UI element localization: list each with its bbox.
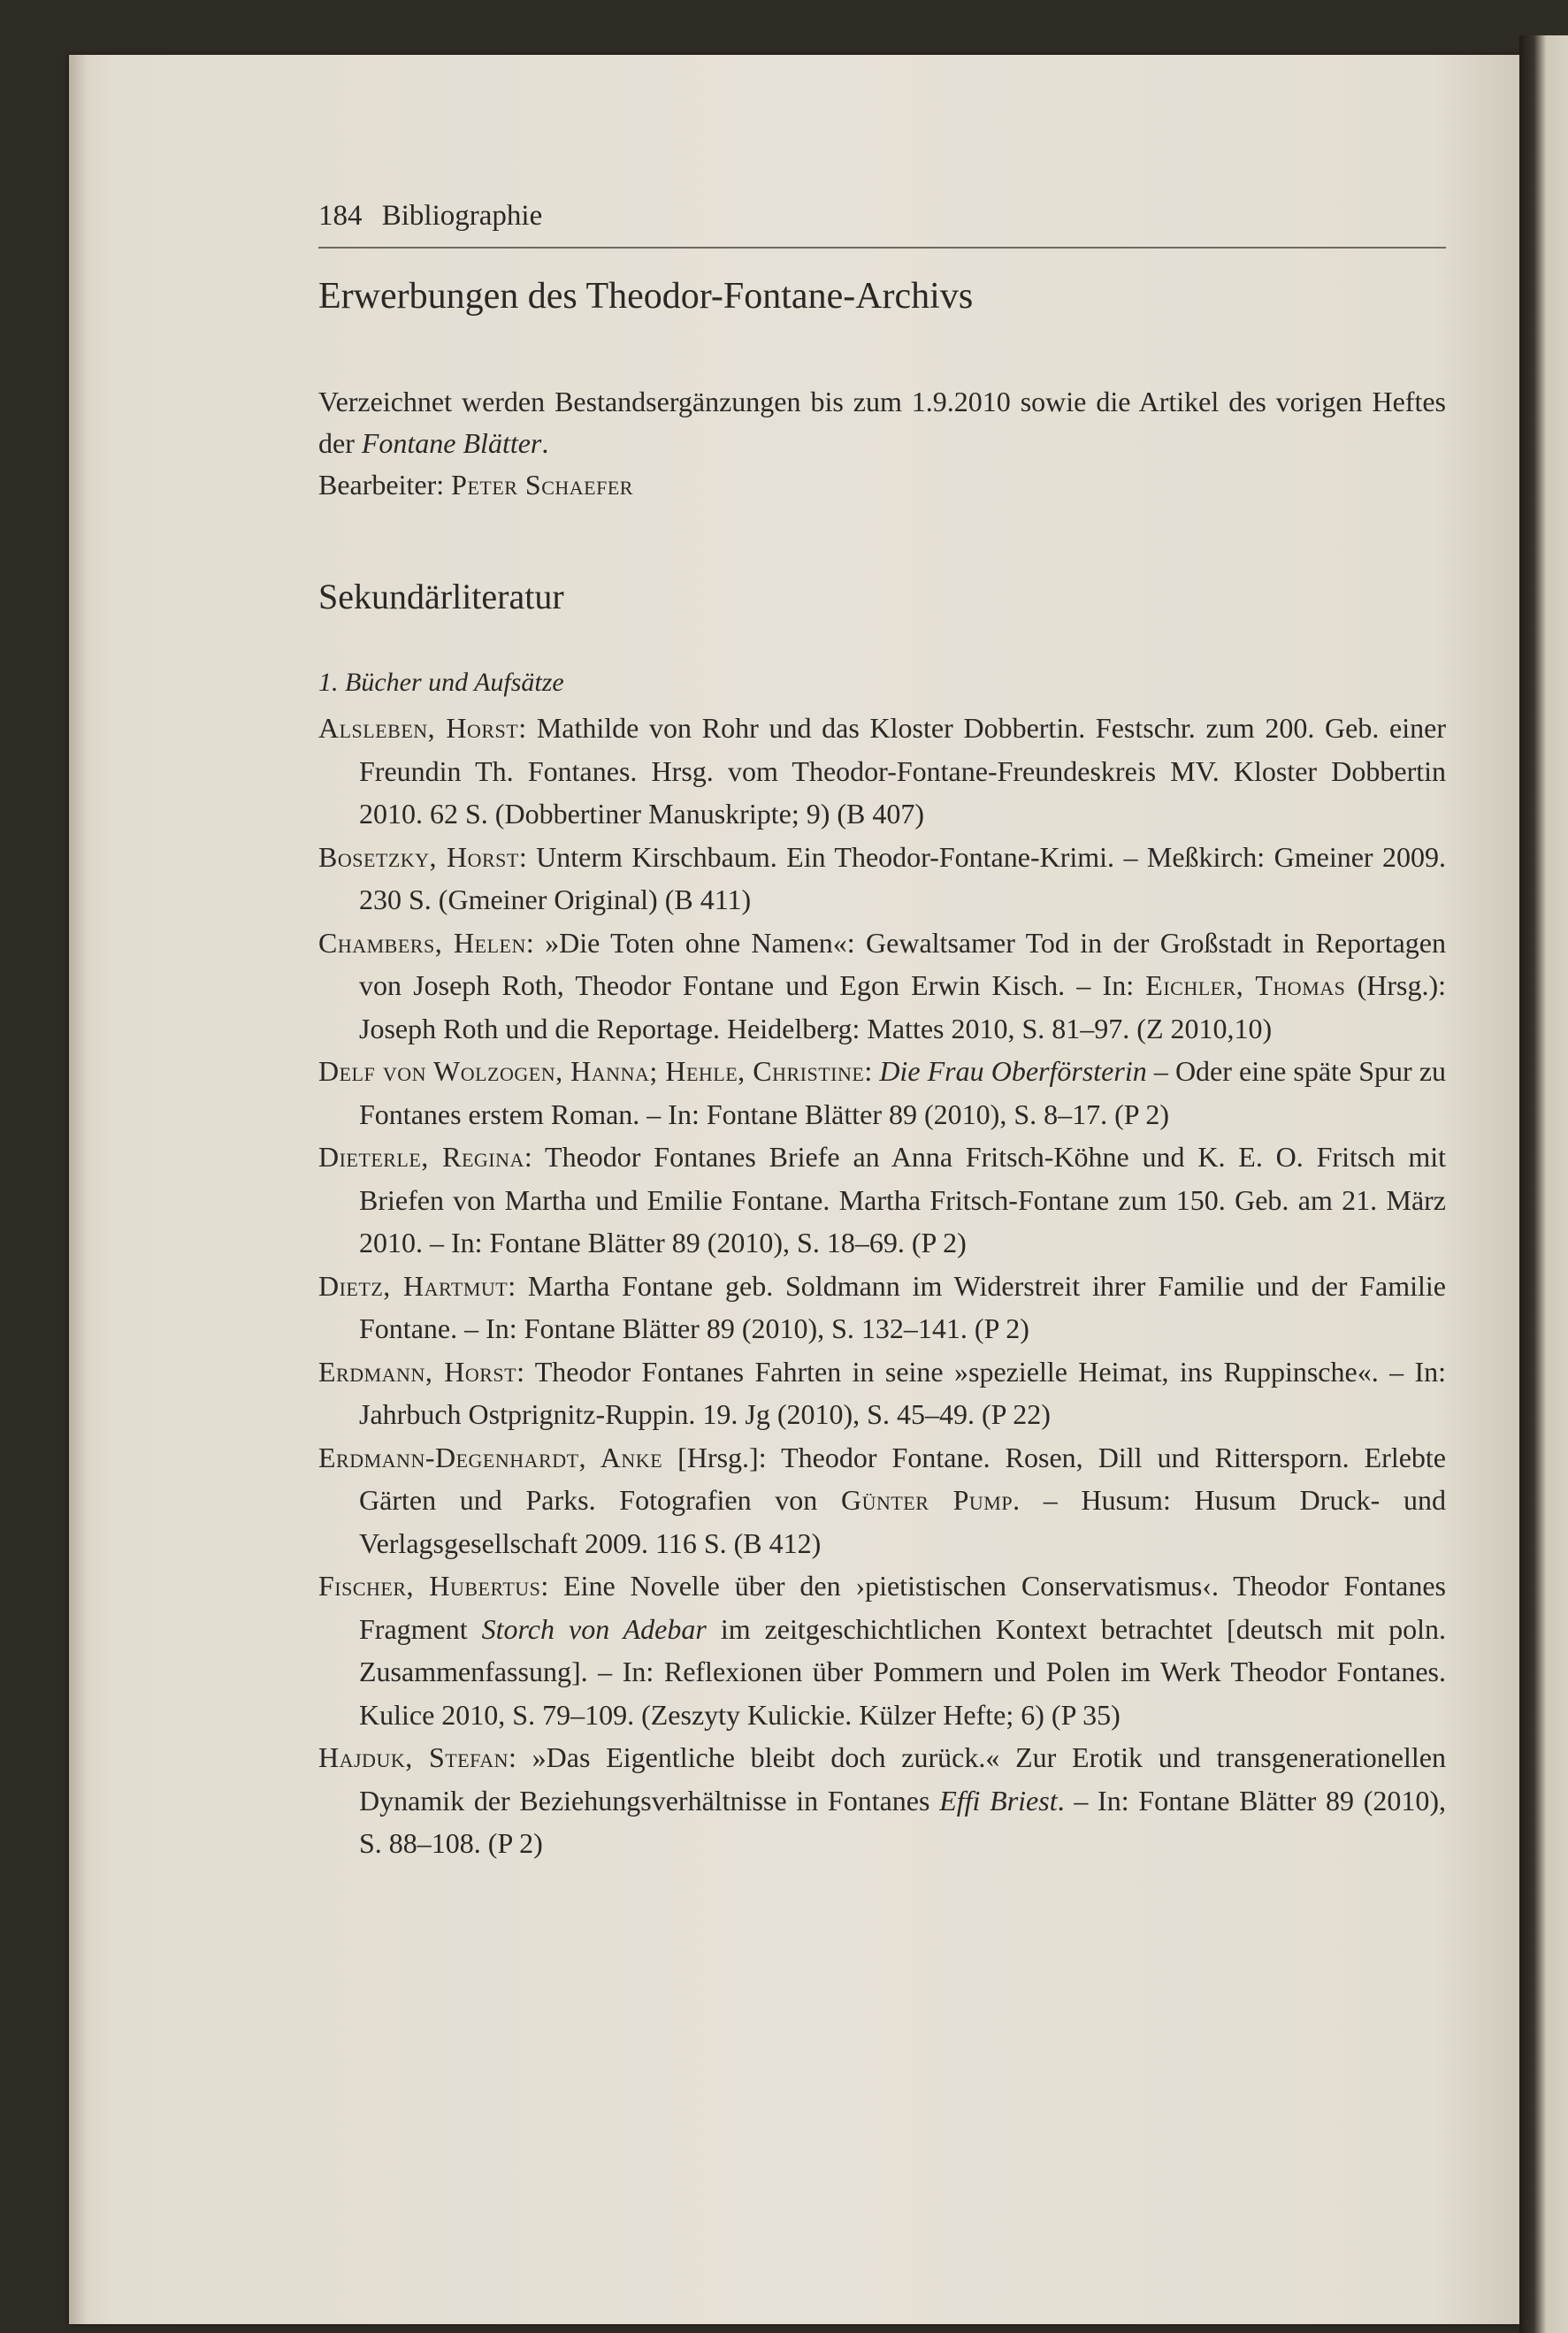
editor-name: Peter Schaefer bbox=[451, 469, 633, 501]
entry-text: : Mathilde von Rohr und das Kloster Dobbertin. Festschr. zum 200. Geb. einer Freundin Th. Fontanes. Hrsg. vom Theodor-Fontane-Freundeskreis MV. Kloster Dobbertin 2010. 62 S. (Dobbertiner Manuskripte; 9) (B 407) bbox=[359, 712, 1446, 830]
journal-title: Fontane Blätter bbox=[361, 427, 542, 460]
bibliography-entry bbox=[318, 922, 1446, 1051]
bibliography-entry bbox=[318, 1736, 1446, 1865]
entry-text: : Martha Fontane geb. Soldmann im Widerstreit ihrer Familie und der Familie Fontane. – In: Fontane Blätter 89 (2010), S. 132–141. (P 2) bbox=[359, 1269, 1447, 1345]
bibliography-entry bbox=[318, 1265, 1446, 1350]
bibliography-entry bbox=[318, 707, 1446, 836]
entry-author: Dietz, Hartmut bbox=[318, 1269, 509, 1302]
entry-text: : »Die Toten ohne Namen«: Gewaltsamer Tod in der Großstadt in Reportagen von Joseph Roth, Theodor Fontane und Egon Erwin Kisch. – In: bbox=[359, 926, 1447, 1002]
entry-author: Erdmann-Degenhardt, Anke bbox=[318, 1441, 663, 1473]
entry-author: Hajduk, Stefan bbox=[318, 1741, 509, 1774]
running-head bbox=[318, 199, 1446, 249]
subsection-title: 1. Bücher und Aufsätze bbox=[318, 668, 564, 698]
section-title: Sekundärliteratur bbox=[318, 577, 564, 617]
entry-text: im zeitgeschichtlichen Kontext betrachtet [deutsch mit poln. Zusammenfassung]. – In: Reflexionen über Pommern und Polen im Werk Theodor Fontanes. Kulice 2010, S. 79–109. (Zeszyty Kulickie. Külzer Hefte; 6) (P 35) bbox=[359, 1612, 1447, 1731]
entry-text: – Oder eine späte Spur zu Fontanes erstem Roman. – In: Fontane Blätter 89 (2010), S. 8–17. (P 2) bbox=[359, 1055, 1447, 1130]
running-title: Bibliographie bbox=[381, 200, 543, 232]
page-content bbox=[318, 199, 1446, 1865]
bibliography-entry bbox=[318, 1564, 1446, 1736]
entry-author: Delf von Wolzogen, Hanna; Hehle, Christine bbox=[318, 1055, 865, 1088]
bibliography-entry bbox=[318, 1436, 1446, 1565]
entry-work-title: Die Frau Oberförsterin bbox=[879, 1055, 1147, 1088]
entry-photographer: Günter Pump bbox=[840, 1484, 1013, 1517]
entry-text: (Hrsg.): Joseph Roth und die Reportage. Heidelberg: Mattes 2010, S. 81–97. (Z 2010,10) bbox=[359, 969, 1446, 1044]
entry-author: Alsleben, Horst bbox=[318, 712, 519, 745]
entry-author: Erdmann, Horst bbox=[318, 1355, 517, 1388]
bibliography-entry: Delf von Wolzogen, Hanna; Hehle, Christine: Die Frau Oberförsterin – Oder eine späte Spur zu Fontanes erstem Roman. – In: Fontane Blätter 89 (2010), S. 8–17. (P 2) bbox=[318, 1055, 1447, 1130]
intro-paragraph bbox=[318, 381, 1446, 506]
entry-author: Fischer, Hubertus bbox=[318, 1570, 541, 1603]
entry-text: : Eine Novelle über den ›pietistischen Conservatismus‹. Theodor Fontanes Fragment bbox=[359, 1570, 1446, 1645]
entry-author: Dieterle, Regina bbox=[318, 1141, 524, 1174]
intro-text: Verzeichnet werden Bestandsergänzungen bis zum 1.9.2010 sowie die Artikel des vorigen Heftes der Fontane Blätter. bbox=[318, 386, 1446, 460]
bibliography-entry bbox=[318, 836, 1446, 922]
entry-text: . – Husum: Husum Druck- und Verlagsgesellschaft 2009. 116 S. (B 412) bbox=[359, 1484, 1447, 1559]
bibliography-list bbox=[318, 707, 1446, 1865]
entry-text: . – In: Fontane Blätter 89 (2010), S. 88–108. (P 2) bbox=[359, 1784, 1447, 1860]
page-title: Erwerbungen des Theodor-Fontane-Archivs bbox=[318, 275, 974, 317]
entry-work-title: Storch von Adebar bbox=[481, 1612, 707, 1645]
entry-author: Chambers, Helen bbox=[318, 926, 526, 959]
entry-text: : Theodor Fontanes Briefe an Anna Fritsch-Köhne und K. E. O. Fritsch mit Briefen von Martha und Emilie Fontane. Martha Fritsch-Fontane zum 150. Geb. am 21. März 2010. – In: Fontane Blätter 89 (2010), S. 18–69. (P 2) bbox=[359, 1141, 1446, 1259]
entry-text: [Hrsg.]: Theodor Fontane. Rosen, Dill und Rittersporn. Erlebte Gärten und Parks. Fotografien von bbox=[359, 1441, 1447, 1517]
entry-text: : Theodor Fontanes Fahrten in seine »spezielle Heimat, ins Ruppinsche«. – In: Jahrbuch Ostprignitz-Ruppin. 19. Jg (2010), S. 45–49. (P 22) bbox=[359, 1355, 1446, 1431]
editor-line: Bearbeiter: Peter Schaefer bbox=[318, 469, 633, 501]
book-fore-edge bbox=[1519, 35, 1568, 2333]
entry-editor: Eichler, Thomas bbox=[1145, 969, 1346, 1002]
entry-work-title: Effi Briest bbox=[939, 1784, 1058, 1817]
entry-text: : »Das Eigentliche bleibt doch zurück.« Zur Erotik und transgenerationellen Dynamik der Beziehungsverhältnisse in Fontanes bbox=[359, 1741, 1446, 1817]
page-number: 184 bbox=[318, 200, 363, 232]
entry-text: : Unterm Kirschbaum. Ein Theodor-Fontane-Krimi. – Meßkirch: Gmeiner 2009. 230 S. (Gmeiner Original) (B 411) bbox=[359, 840, 1446, 916]
bibliography-entry bbox=[318, 1136, 1446, 1265]
bibliography-entry bbox=[318, 1350, 1446, 1436]
entry-author: Bosetzky, Horst bbox=[318, 840, 519, 873]
page-shadow-left bbox=[69, 55, 87, 2324]
